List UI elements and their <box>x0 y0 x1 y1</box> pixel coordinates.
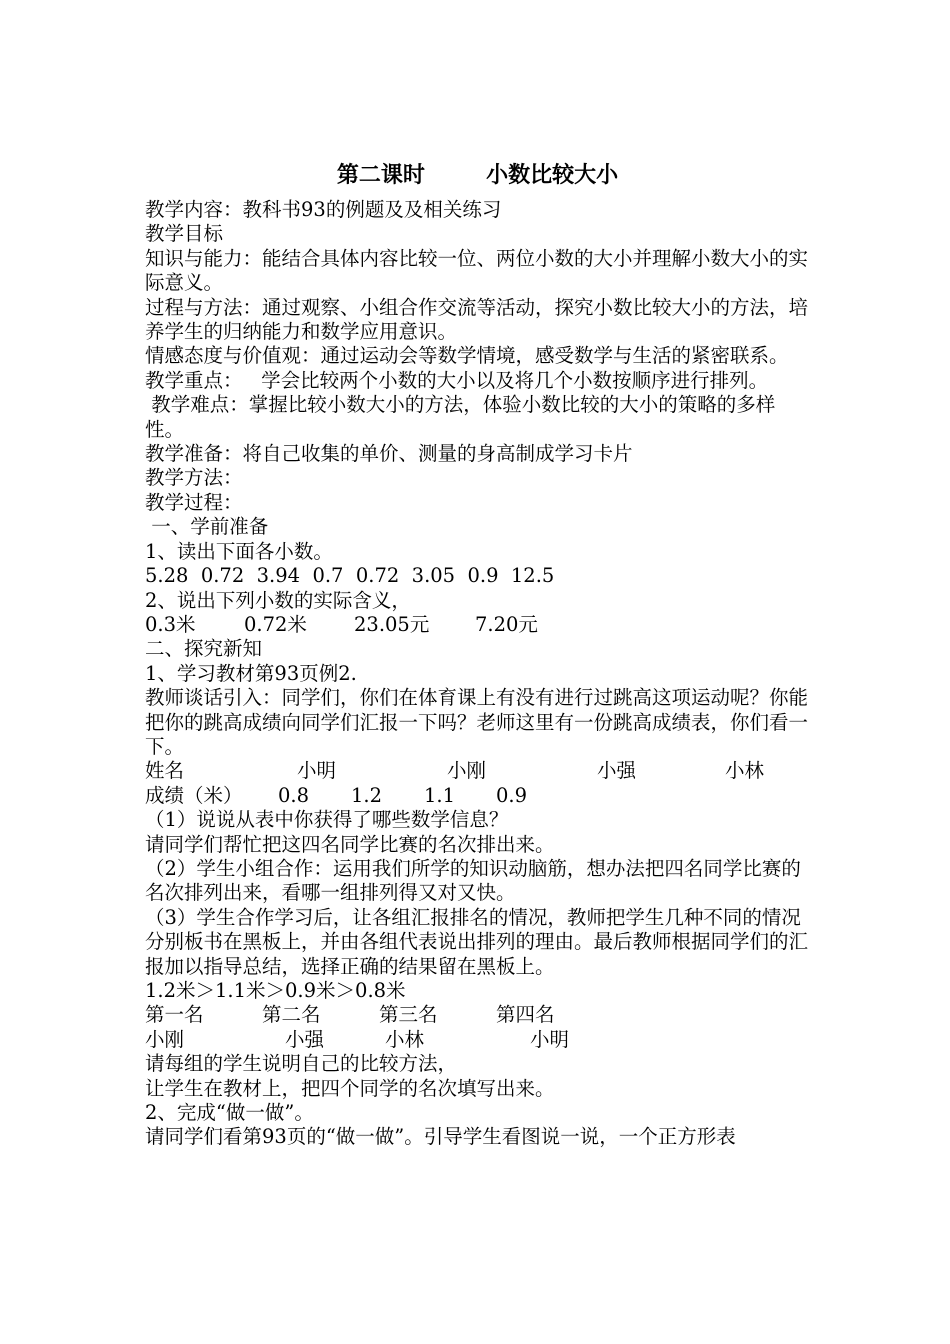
text-line: 知识与能力：能结合具体内容比较一位、两位小数的大小并理解小数大小的实际意义。 <box>145 246 809 295</box>
name-label: 姓名 <box>145 759 185 783</box>
text-line: 让学生在教材上，把四个同学的名次填写出来。 <box>145 1076 555 1100</box>
rank-label: 第一名 <box>145 1003 204 1027</box>
text-line: 教学目标 <box>145 222 224 246</box>
section-heading: 二、探究新知 <box>145 637 263 661</box>
rank-name: 小刚 <box>145 1027 185 1051</box>
text-line: 教学内容：教科书93的例题及及相关练习 <box>145 198 502 221</box>
student-name: 小刚 <box>447 759 487 783</box>
meanings-row <box>145 613 810 637</box>
text-line: 2、完成“做一做”。 <box>145 1101 314 1125</box>
student-name: 小林 <box>725 759 765 783</box>
rank-label: 第三名 <box>379 1003 438 1027</box>
score-value: 1.2 <box>351 783 383 807</box>
rank-name: 小明 <box>530 1027 570 1051</box>
meaning-item: 7.20元 <box>475 612 538 636</box>
text-line: 教学重点： 学会比较两个小数的大小以及将几个小数按顺序进行排列。 <box>145 368 769 392</box>
student-name: 小强 <box>597 759 637 783</box>
document-body <box>145 198 810 1150</box>
comparison-line: 1.2米＞1.1米＞0.9米＞0.8米 <box>145 979 406 1002</box>
text-line: 1、读出下面各小数。 <box>145 539 333 563</box>
text-line: 请每组的学生说明自己的比较方法， <box>145 1052 458 1076</box>
score-table-names-row <box>145 759 810 783</box>
text-line: （2）学生小组合作：运用我们所学的知识动脑筋，想办法把四名同学比赛的名次排列出来，看哪一组排列得又对又快。 <box>145 856 801 905</box>
decimal-list: 5.28 0.72 3.94 0.7 0.72 3.05 0.9 12.5 <box>145 564 555 588</box>
text-line: 教师谈话引入：同学们，你们在体育课上有没有进行过跳高这项运动呢？你能把你的跳高成绩向同学们汇报一下吗？老师这里有一份跳高成绩表，你们看一下。 <box>145 686 809 758</box>
text-line: 过程与方法：通过观察、小组合作交流等活动，探究小数比较大小的方法，培养学生的归纳能力和数学应用意识。 <box>145 295 809 344</box>
text-line: 请同学们看第93页的“做一做”。引导学生看图说一说，一个正方形表 <box>145 1125 736 1149</box>
text-line: 教学过程： <box>145 490 243 514</box>
ranks-row <box>145 1003 810 1027</box>
rank-label: 第四名 <box>496 1003 555 1027</box>
text-line: 请同学们帮忙把这四名同学比赛的名次排出来。 <box>145 832 555 856</box>
score-label: 成绩（米） <box>145 783 243 807</box>
rank-label: 第二名 <box>262 1003 321 1027</box>
text-line: 1、学习教材第93页例2. <box>145 661 357 685</box>
score-value: 0.8 <box>278 783 310 807</box>
text-line: 2、说出下列小数的实际含义， <box>145 588 411 612</box>
text-line: （1）说说从表中你获得了哪些数学信息？ <box>145 808 509 832</box>
rank-name: 小林 <box>385 1027 425 1051</box>
rank-names-row <box>145 1028 810 1052</box>
text-line: 情感态度与价值观：通过运动会等数学情境，感受数学与生活的紧密联系。 <box>145 344 789 368</box>
score-value: 1.1 <box>424 783 456 807</box>
meaning-item: 0.3米 <box>145 612 196 636</box>
text-line: 教学准备：将自己收集的单价、测量的身高制成学习卡片 <box>145 442 633 466</box>
text-line: （3）学生合作学习后，让各组汇报排名的情况，教师把学生几种不同的情况分别板书在黑板上，并由各组代表说出排列的理由。最后教师根据同学们的汇报加以指导总结，选择正确的结果留在黑板上。 <box>145 905 809 978</box>
student-name: 小明 <box>297 759 337 783</box>
score-table-scores-row <box>145 784 810 808</box>
meaning-item: 0.72米 <box>244 612 307 636</box>
rank-name: 小强 <box>285 1027 325 1051</box>
text-line: 教学方法： <box>145 466 243 490</box>
meaning-item: 23.05元 <box>354 612 430 636</box>
score-value: 0.9 <box>496 783 528 807</box>
text-line: 一、学前准备 <box>145 515 269 539</box>
text-line: 教学难点：掌握比较小数大小的方法，体验小数比较的大小的策略的多样性。 <box>145 393 776 441</box>
page-title: 第二课时 小数比较大小 <box>336 162 619 188</box>
